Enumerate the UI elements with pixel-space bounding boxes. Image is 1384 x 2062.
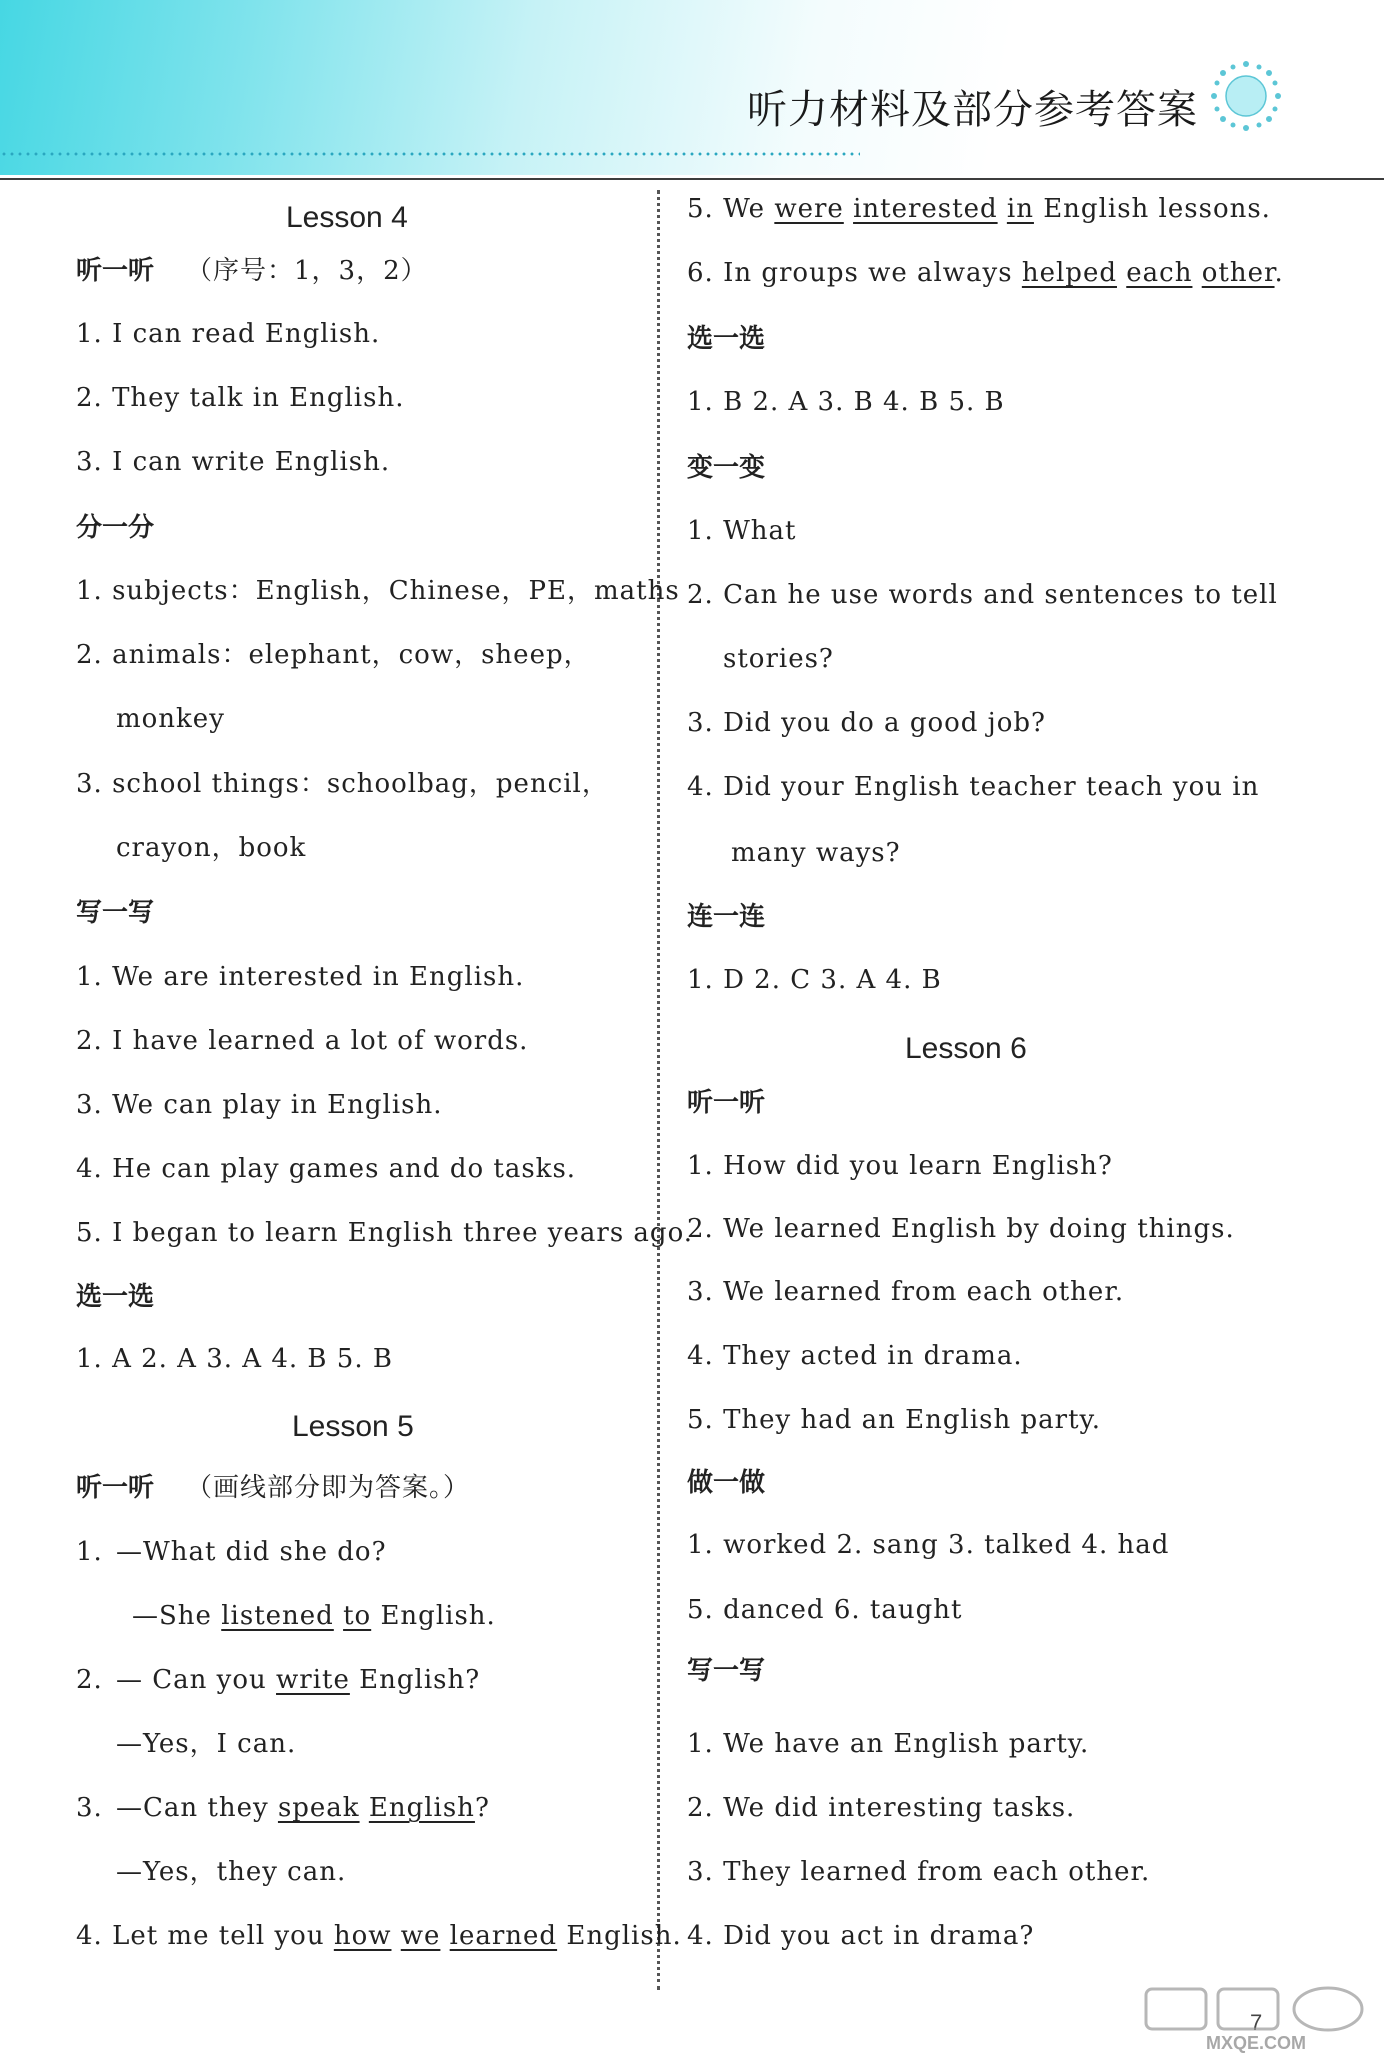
l4-write-5: 5. I began to learn English three years ago. [76, 1218, 694, 1248]
l5-a2: —Yes，I can. [116, 1729, 297, 1759]
l5-q1-number: 1. [76, 1537, 103, 1567]
l4-sort-3: 3. school things：schoolbag，pencil， [76, 769, 609, 799]
answer-underline: English [368, 1793, 475, 1823]
page-header-band [0, 0, 1384, 175]
l5-a3: —Yes，they can. [116, 1857, 347, 1887]
watermark-url: MXQE.COM [1205, 2033, 1307, 2053]
l5-match-answers: 1. D 2. C 3. A 4. B [687, 965, 942, 995]
answer-underline: write [276, 1665, 350, 1695]
l4-listen-heading: 听一听 [76, 256, 155, 286]
l5-q1: —What did she do? [116, 1537, 387, 1567]
answer-underline: in [1006, 194, 1034, 224]
l5-change-1: 1. What [687, 516, 797, 546]
l5-change-4: 4. Did your English teacher teach you in [687, 772, 1260, 802]
l4-write-4: 4. He can play games and do tasks. [76, 1154, 577, 1184]
l6-listen-heading: 听一听 [687, 1088, 766, 1118]
answer-underline: were [774, 194, 844, 224]
l6-do-1: 1. worked 2. sang 3. talked 4. had [687, 1530, 1170, 1560]
l4-listen-3: 3. I can write English. [76, 447, 391, 477]
l5-choose-answers: 1. B 2. A 3. B 4. B 5. B [687, 387, 1005, 417]
l5-change-4-cont: many ways? [731, 838, 901, 868]
l6-listen-3: 3. We learned from each other. [687, 1277, 1125, 1307]
answer-underline: helped [1021, 258, 1117, 288]
l5-q2-number: 2. [76, 1665, 103, 1695]
l5-listen-6: 6. In groups we always helped each other. [687, 258, 1284, 288]
column-divider [657, 190, 660, 1990]
answer-underline: speak [277, 1793, 360, 1823]
answer-underline: to [343, 1601, 372, 1631]
answer-underline: we [400, 1921, 441, 1951]
l4-sort-1: 1. subjects：English，Chinese，PE，maths [76, 576, 680, 606]
l5-change-3: 3. Did you do a good job? [687, 708, 1046, 738]
l5-q3-number: 3. [76, 1793, 103, 1823]
answer-underline: listened [221, 1601, 334, 1631]
l4-sort-2-cont: monkey [116, 704, 225, 734]
header-rule [0, 178, 1384, 180]
l5-listen-heading: 听一听 [76, 1473, 155, 1503]
header-title: 听力材料及部分参考答案 [747, 87, 1198, 133]
l5-q3: —Can they speak English? [116, 1793, 490, 1823]
l6-listen-1: 1. How did you learn English? [687, 1151, 1113, 1181]
l5-match-heading: 连一连 [687, 902, 766, 932]
page-number: 7 [1250, 2010, 1263, 2035]
l6-write-heading: 写一写 [687, 1656, 766, 1686]
l4-listen-1: 1. I can read English. [76, 319, 381, 349]
l6-write-3: 3. They learned from each other. [687, 1857, 1151, 1887]
lesson-4-title: Lesson 4 [286, 201, 408, 234]
flower-ornament-icon [1208, 58, 1284, 134]
answer-underline: learned [449, 1921, 558, 1951]
l6-write-4: 4. Did you act in drama? [687, 1921, 1035, 1951]
l5-q2: — Can you write English? [116, 1665, 481, 1695]
l5-change-heading: 变一变 [687, 453, 766, 483]
l4-listen-note: （序号：1，3，2） [186, 256, 428, 286]
l4-sort-3-cont: crayon，book [116, 833, 307, 863]
answer-underline: how [333, 1921, 392, 1951]
l5-change-2-cont: stories? [723, 644, 834, 674]
l5-change-2: 2. Can he use words and sentences to tell [687, 580, 1278, 610]
l6-write-2: 2. We did interesting tasks. [687, 1793, 1076, 1823]
l6-do-heading: 做一做 [687, 1468, 766, 1498]
l5-listen-note: （画线部分即为答案。） [186, 1473, 471, 1503]
l6-listen-4: 4. They acted in drama. [687, 1341, 1023, 1371]
l5-listen-5: 5. We were interested in English lessons. [687, 194, 1271, 224]
watermark-logo [1138, 1985, 1374, 2055]
l4-write-2: 2. I have learned a lot of words. [76, 1026, 529, 1056]
l4-choose-answers: 1. A 2. A 3. A 4. B 5. B [76, 1344, 393, 1374]
l4-sort-2: 2. animals：elephant，cow，sheep， [76, 640, 591, 670]
l4-listen-2: 2. They talk in English. [76, 383, 405, 413]
l5-a1: —She listened to English. [132, 1601, 496, 1631]
lesson-5-title: Lesson 5 [292, 1410, 414, 1443]
l4-sort-heading: 分一分 [76, 513, 155, 543]
l4-choose-heading: 选一选 [76, 1282, 155, 1312]
answer-underline: each [1126, 258, 1193, 288]
l4-write-3: 3. We can play in English. [76, 1090, 443, 1120]
l6-listen-2: 2. We learned English by doing things. [687, 1214, 1235, 1244]
lesson-6-title: Lesson 6 [905, 1032, 1027, 1065]
l6-write-1: 1. We have an English party. [687, 1729, 1090, 1759]
answer-underline: interested [853, 194, 998, 224]
l6-listen-5: 5. They had an English party. [687, 1405, 1102, 1435]
l4-write-heading: 写一写 [76, 898, 155, 928]
l4-write-1: 1. We are interested in English. [76, 962, 525, 992]
answer-underline: other [1201, 258, 1275, 288]
dotted-border [0, 152, 860, 156]
l5-choose-heading: 选一选 [687, 324, 766, 354]
l6-do-2: 5. danced 6. taught [687, 1595, 963, 1625]
l5-q4: 4. Let me tell you how we learned English. [76, 1921, 682, 1951]
